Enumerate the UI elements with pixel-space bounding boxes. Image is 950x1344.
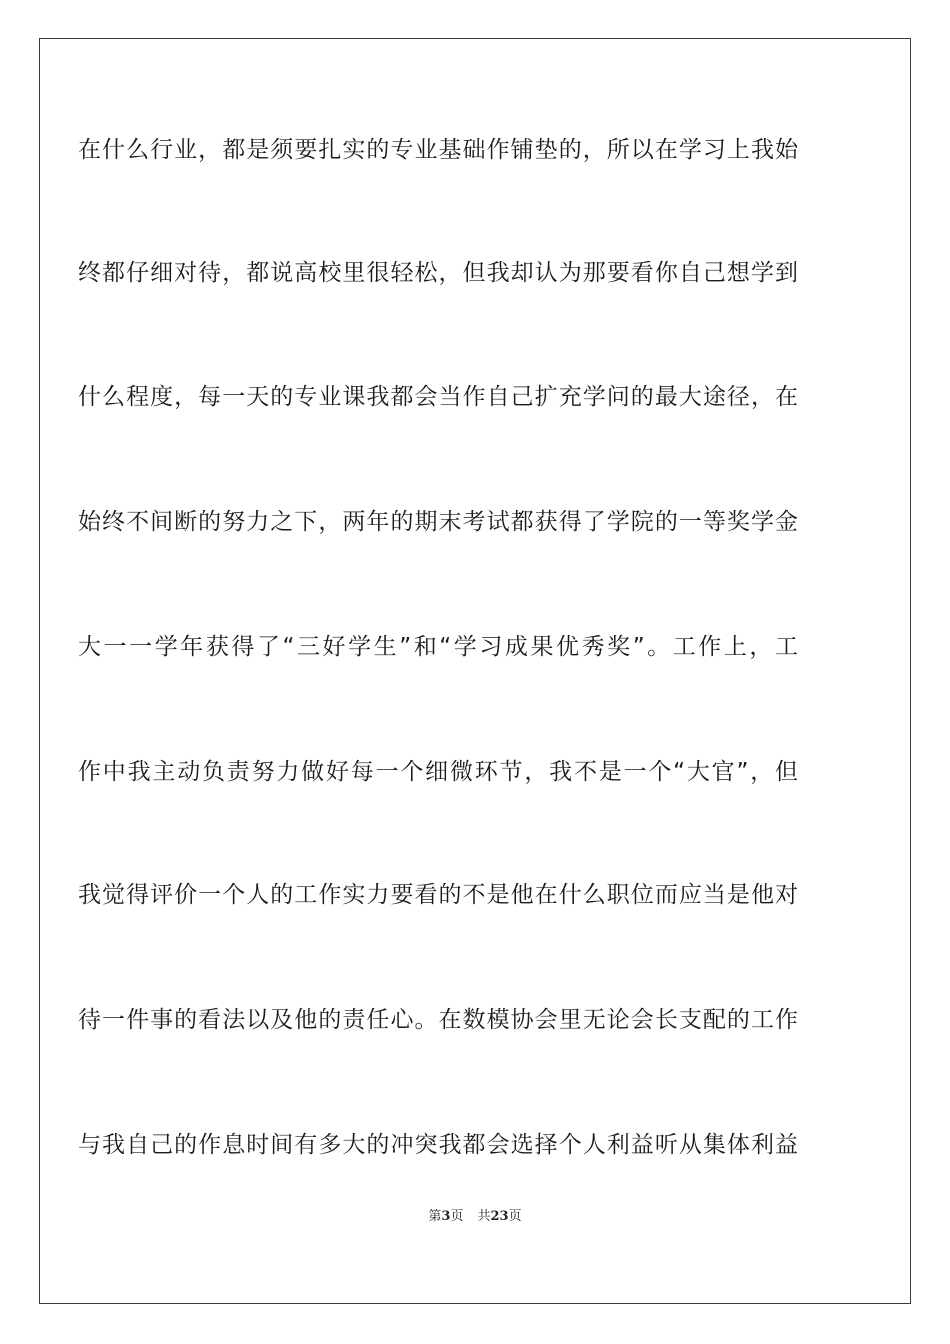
text-line: 待一件事的看法以及他的责任心。在数模协会里无论会长支配的工作 xyxy=(78,1007,798,1033)
page-frame xyxy=(39,38,911,1304)
text-line: 我觉得评价一个人的工作实力要看的不是他在什么职位而应当是他对 xyxy=(78,882,798,908)
text-line: 终都仔细对待，都说高校里很轻松，但我却认为那要看你自己想学到 xyxy=(78,260,798,286)
page-number: 3 xyxy=(441,1209,451,1224)
total-suffix: 页 xyxy=(508,1209,522,1224)
total-pages: 23 xyxy=(490,1209,509,1224)
text-line: 大一一学年获得了“三好学生”和“学习成果优秀奖”。工作上，工 xyxy=(78,634,798,660)
page-prefix: 第 xyxy=(428,1209,442,1224)
text-line: 在什么行业，都是须要扎实的专业基础作铺垫的，所以在学习上我始 xyxy=(78,137,798,163)
total-prefix: 共 xyxy=(477,1209,491,1224)
page-footer xyxy=(0,1208,950,1226)
text-line: 作中我主动负责努力做好每一个细微环节，我不是一个“大官”，但 xyxy=(78,759,798,785)
text-line: 始终不间断的努力之下，两年的期末考试都获得了学院的一等奖学金 xyxy=(78,509,798,535)
page-suffix: 页 xyxy=(450,1209,464,1224)
text-line: 什么程度，每一天的专业课我都会当作自己扩充学问的最大途径，在 xyxy=(78,384,798,410)
text-line: 与我自己的作息时间有多大的冲突我都会选择个人利益听从集体利益 xyxy=(78,1132,798,1158)
